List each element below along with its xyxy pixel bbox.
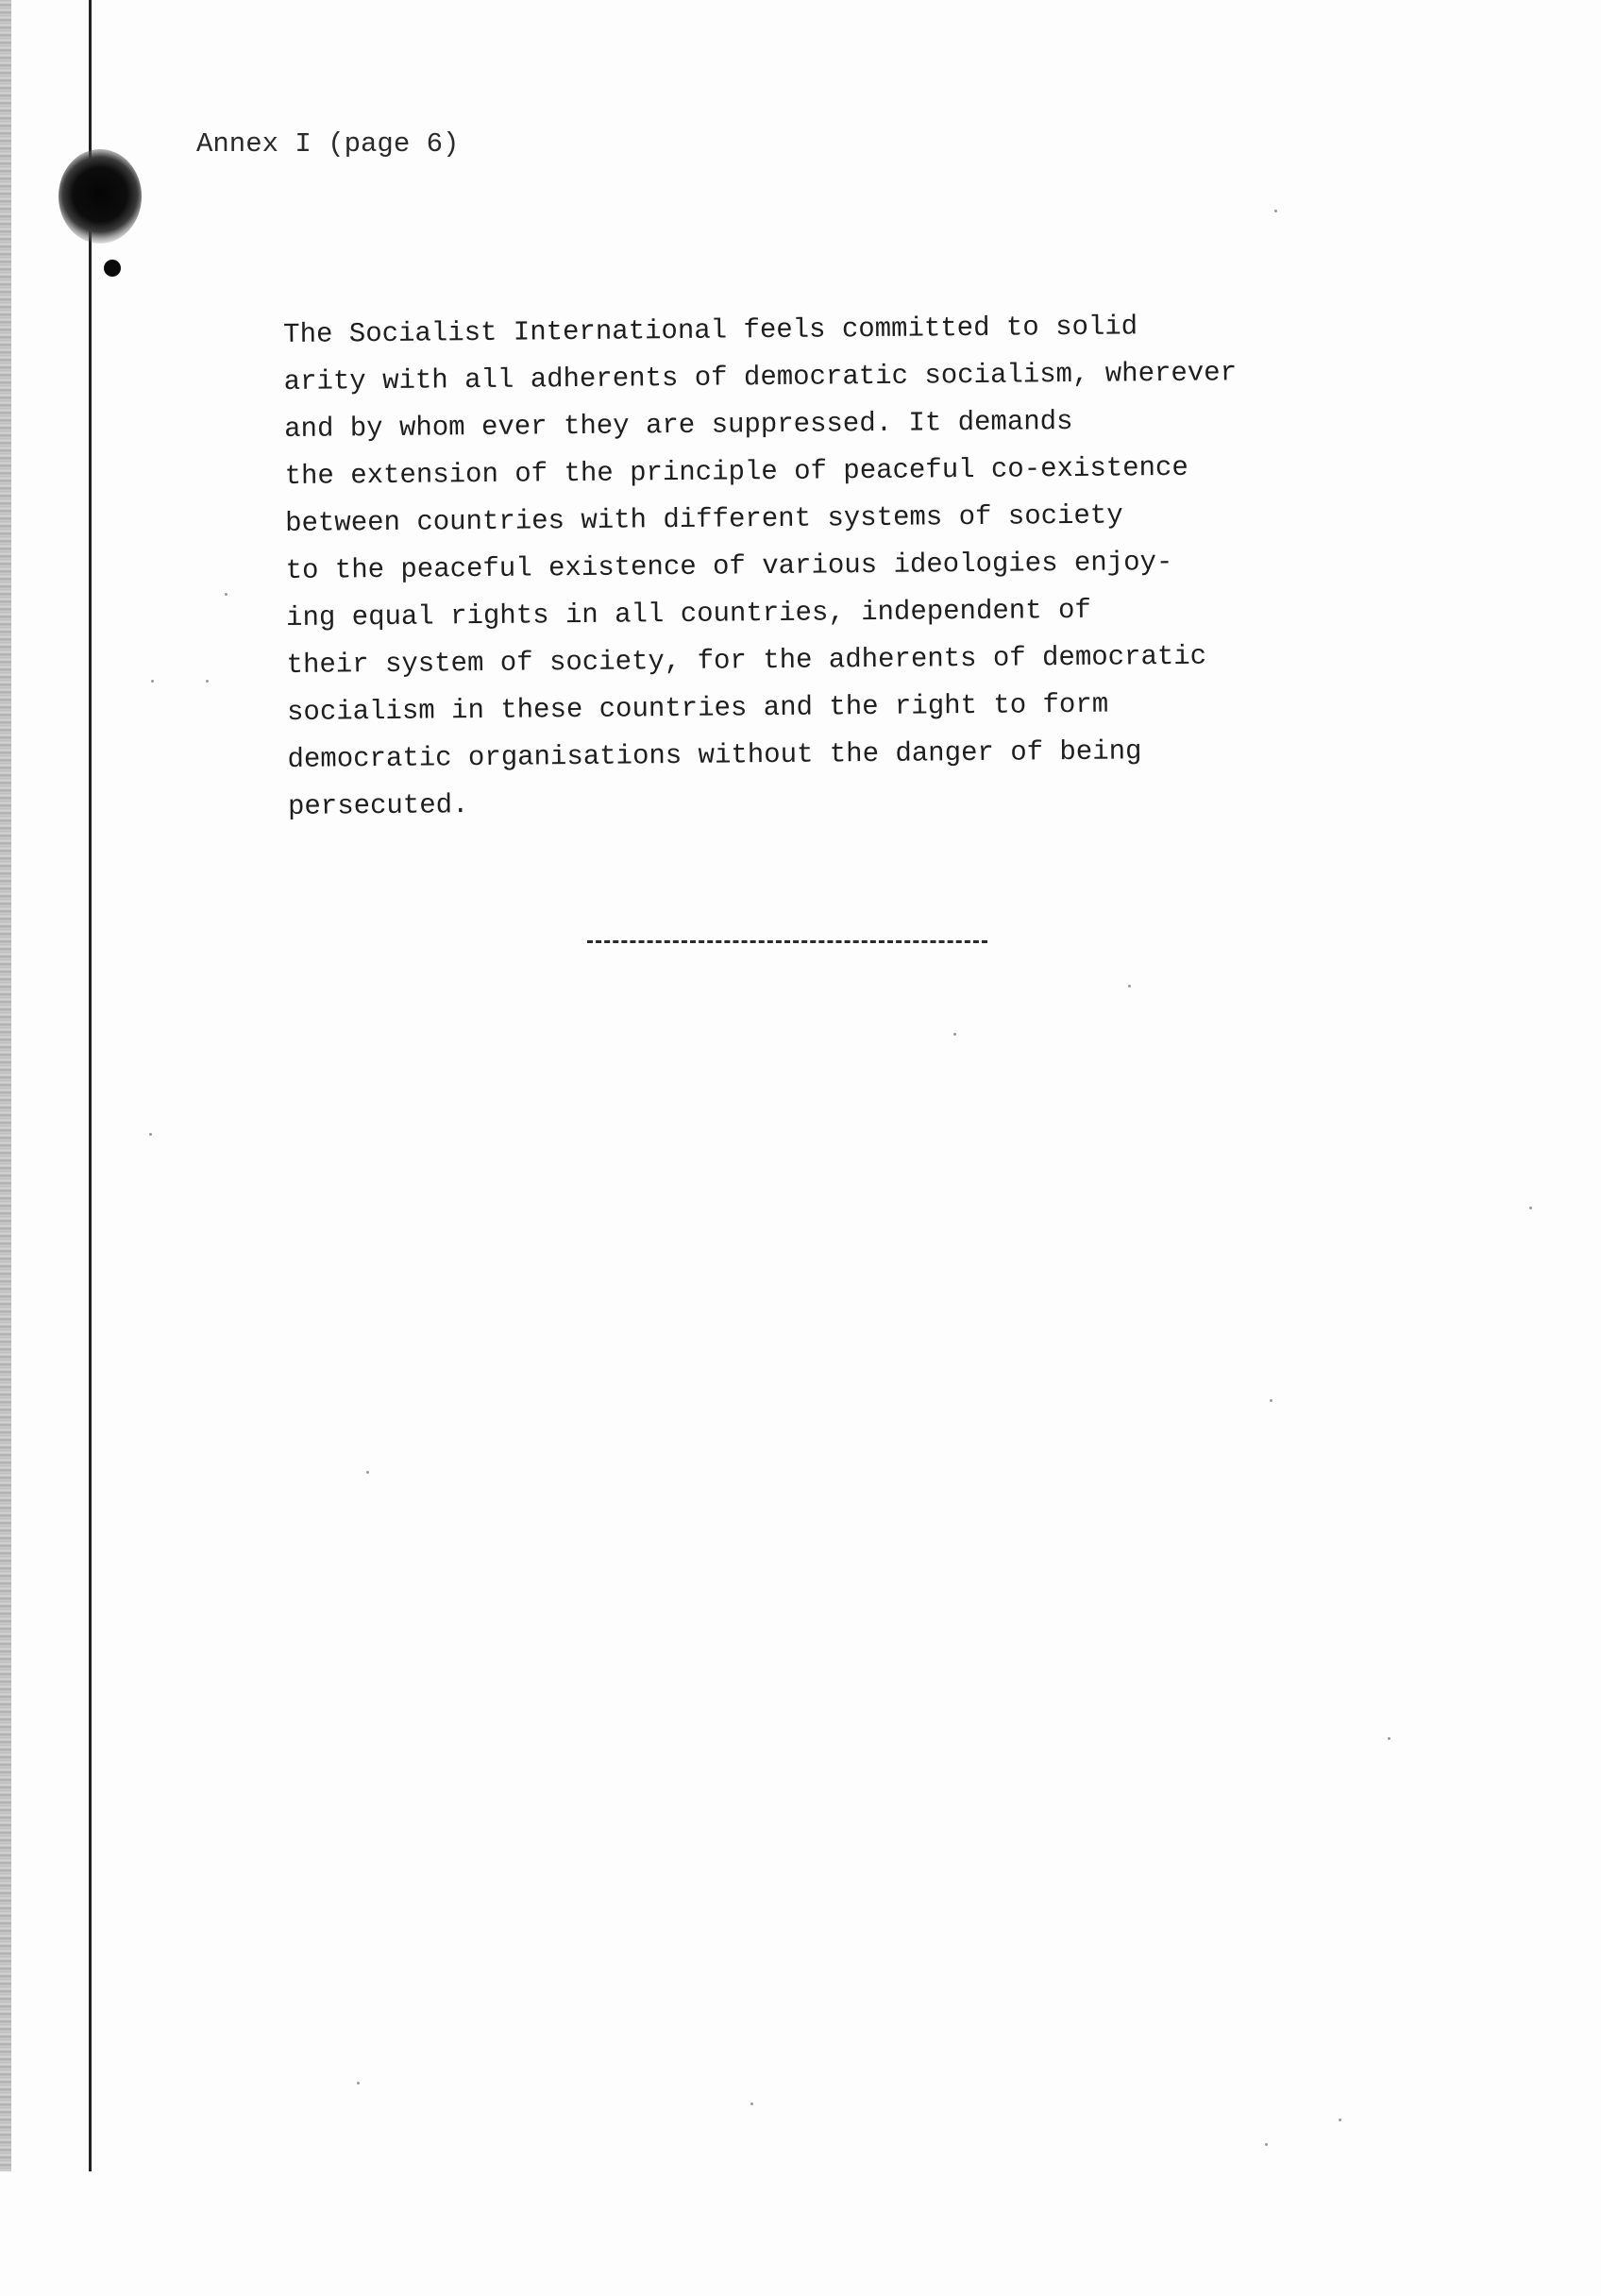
punch-dot: [104, 260, 121, 277]
scan-left-edge: [0, 0, 11, 2171]
scan-speck: [225, 593, 228, 596]
scan-speck: [750, 2102, 753, 2105]
text-line: arity with all adherents of democratic socialism, wherever: [283, 357, 1238, 397]
scan-speck: [366, 1471, 369, 1474]
text-line: the extension of the principle of peaceful co-existence: [284, 451, 1188, 492]
text-line: ing equal rights in all countries, independent of: [285, 594, 1091, 633]
text-line: and by whom ever they are suppressed. It demands: [284, 405, 1073, 445]
body-paragraph: [283, 301, 1402, 831]
scan-speck: [1388, 1737, 1390, 1740]
page-header: Annex I (page 6): [196, 128, 460, 160]
scan-speck: [1128, 985, 1131, 988]
text-line: persecuted.: [287, 789, 469, 822]
scan-speck: [953, 1033, 956, 1036]
scan-speck: [1529, 1207, 1532, 1209]
scan-speck: [1270, 1399, 1272, 1402]
scan-speck: [1265, 2143, 1268, 2146]
text-line: their system of society, for the adherents of democratic: [286, 640, 1207, 681]
scan-speck: [149, 1133, 152, 1136]
text-line: democratic organisations without the danger of being: [287, 735, 1142, 775]
margin-rule: [89, 0, 92, 2171]
scan-speck: [357, 2082, 360, 2085]
scan-speck: [1339, 2119, 1341, 2121]
scan-speck: [1274, 210, 1277, 212]
scan-speck: [151, 680, 154, 683]
text-line: The Socialist International feels committed to solid: [283, 311, 1138, 350]
end-separator-line: [587, 940, 987, 943]
text-line: to the peaceful existence of various ideologies enjoy-: [285, 546, 1173, 586]
punch-hole-blot: [59, 149, 142, 244]
scan-speck: [206, 680, 209, 683]
text-line: socialism in these countries and the right to form: [286, 688, 1109, 728]
text-line: between countries with different systems of society: [284, 499, 1123, 539]
